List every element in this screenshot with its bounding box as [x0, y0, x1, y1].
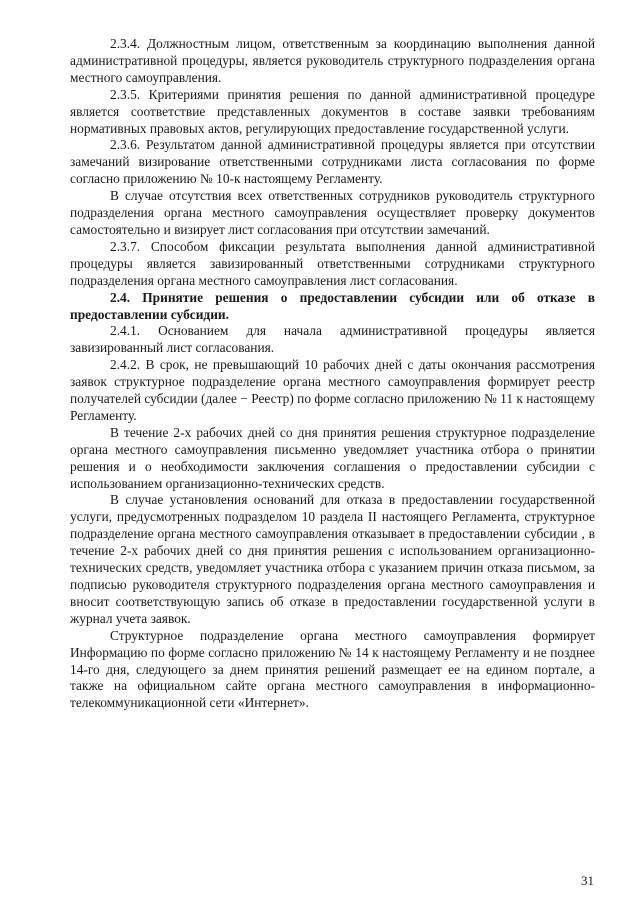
- paragraph-information-publication: Структурное подразделение органа местного самоуправления формирует Информацию по форме согласно приложению № 14 к настоящему Регламенту и не позднее 14-го дня, следующего за днем принятия решений размещает ее на едином портале, а также на официальном сайте органа местного самоуправления в информационно-телекоммуникационной сети «Интернет».: [70, 627, 595, 711]
- paragraph-2-4-2: 2.4.2. В срок, не превышающий 10 рабочих дней с даты окончания рассмотрения заявок структурное подразделение органа местного самоуправления формирует реестр получателей субсидии (далее − Реестр) по форме согласно приложению № 11 к настоящему Регламенту.: [70, 357, 595, 423]
- paragraph-refusal: В случае установления оснований для отказа в предоставлении государственной услуги, предусмотренных подразделом 10 раздела II настоящего Регламента, структурное подразделение органа местного самоуправления отказывает в предоставлении субсидии , в течение 2-х рабочих дней со дня принятия решения с использованием организационно-технических средств, уведомляет участника отбора с указанием причин отказа письмом, за подписью руководителя структурного подразделения органа местного самоуправления и вносит соответствующую запись об отказе в предоставлении государственной услуги в журнал учета заявок.: [70, 492, 595, 626]
- document-body: [70, 36, 595, 712]
- paragraph-2-3-6: 2.3.6. Результатом данной административной процедуры является при отсутствии замечаний визирование ответственными сотрудниками листа согласования по форме согласно приложению № 10-к настоящему Регламенту.: [70, 137, 595, 187]
- paragraph-notification: В течение 2-х рабочих дней со дня принятия решения структурное подразделение органа местного самоуправления письменно уведомляет участника отбора о принятии решения и о необходимости заключения соглашения о предоставлении субсидии с использованием организационно-технических средств.: [70, 424, 595, 491]
- section-heading-2-4: 2.4. Принятие решения о предоставлении субсидии или об отказе в предоставлении субсидии.: [70, 289, 595, 322]
- paragraph-2-4-1: 2.4.1. Основанием для начала административной процедуры является завизированный лист согласования.: [70, 323, 595, 356]
- paragraph-2-3-7: 2.3.7. Способом фиксации результата выполнения данной административной процедуры является завизированный ответственными сотрудниками структурного подразделения органа местного самоуправления лист согласования.: [70, 238, 595, 288]
- page-number: 31: [581, 873, 594, 888]
- paragraph-2-3-5: 2.3.5. Критериями принятия решения по данной административной процедуре является соответствие представленных документов в составе заявки требованиям нормативных правовых актов, регулирующих предоставление государственной услуги.: [70, 86, 595, 136]
- paragraph-2-3-4: 2.3.4. Должностным лицом, ответственным за координацию выполнения данной административной процедуры, является руководитель структурного подразделения органа местного самоуправления.: [70, 36, 595, 85]
- paragraph-absence-of-staff: В случае отсутствия всех ответственных сотрудников руководитель структурного подразделения органа местного самоуправления осуществляет проверку документов самостоятельно и визирует лист согласования при отсутствии замечаний.: [70, 188, 595, 237]
